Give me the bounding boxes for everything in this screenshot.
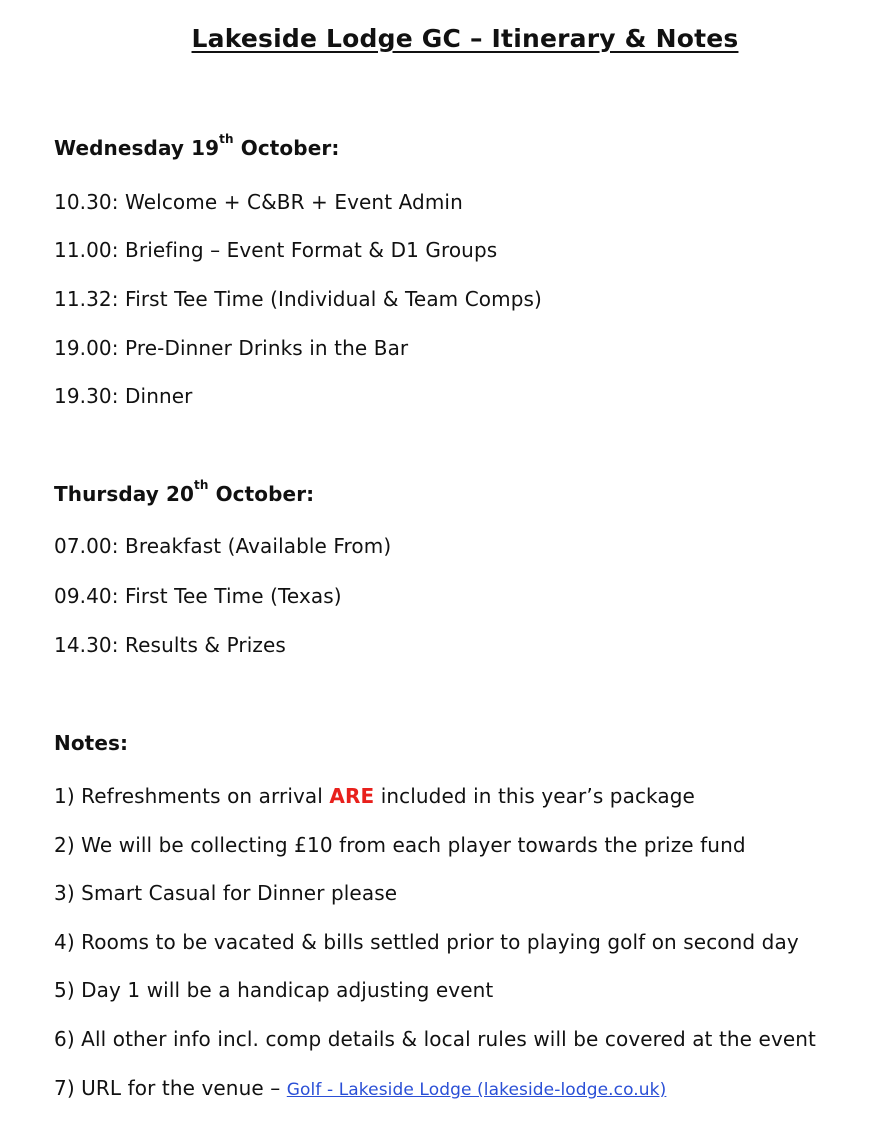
wednesday-item: 19.00: Pre-Dinner Drinks in the Bar bbox=[54, 336, 409, 360]
thursday-item: 07.00: Breakfast (Available From) bbox=[54, 534, 392, 558]
wednesday-heading-day: Wednesday 19 bbox=[54, 136, 220, 160]
note-item: 4) Rooms to be vacated & bills settled prior to playing golf on second day bbox=[54, 930, 799, 954]
note-item: 6) All other info incl. comp details & local rules will be covered at the event bbox=[54, 1027, 817, 1051]
note-item: 3) Smart Casual for Dinner please bbox=[54, 881, 398, 905]
note-1-emphasis: ARE bbox=[329, 784, 375, 808]
thursday-heading-month: October: bbox=[208, 482, 315, 506]
note-1-text-end: included in this year’s package bbox=[374, 784, 695, 808]
wednesday-heading-month: October: bbox=[233, 136, 340, 160]
venue-url-link[interactable]: Golf - Lakeside Lodge (lakeside-lodge.co.uk) bbox=[286, 1080, 667, 1100]
thursday-heading-day: Thursday 20 bbox=[54, 482, 195, 506]
note-item: 5) Day 1 will be a handicap adjusting event bbox=[54, 978, 494, 1002]
wednesday-item: 11.32: First Tee Time (Individual & Team Comps) bbox=[54, 287, 542, 311]
wednesday-item: 19.30: Dinner bbox=[54, 384, 193, 408]
wednesday-item: 11.00: Briefing – Event Format & D1 Groups bbox=[54, 238, 498, 262]
thursday-heading-suffix: th bbox=[194, 478, 209, 492]
thursday-item: 09.40: First Tee Time (Texas) bbox=[54, 584, 342, 608]
note-item bbox=[54, 784, 695, 808]
thursday-heading bbox=[54, 478, 315, 506]
thursday-item: 14.30: Results & Prizes bbox=[54, 633, 286, 657]
wednesday-item: 10.30: Welcome + C&BR + Event Admin bbox=[54, 190, 463, 214]
note-7-text: 7) URL for the venue – bbox=[54, 1076, 287, 1100]
wednesday-heading-suffix: th bbox=[219, 132, 234, 146]
note-item: 2) We will be collecting £10 from each player towards the prize fund bbox=[54, 833, 746, 857]
document-title: Lakeside Lodge GC – Itinerary & Notes bbox=[191, 24, 739, 53]
notes-heading: Notes: bbox=[54, 731, 129, 755]
note-item bbox=[54, 1076, 666, 1100]
wednesday-heading bbox=[54, 132, 340, 160]
note-1-text-start: 1) Refreshments on arrival bbox=[54, 784, 330, 808]
